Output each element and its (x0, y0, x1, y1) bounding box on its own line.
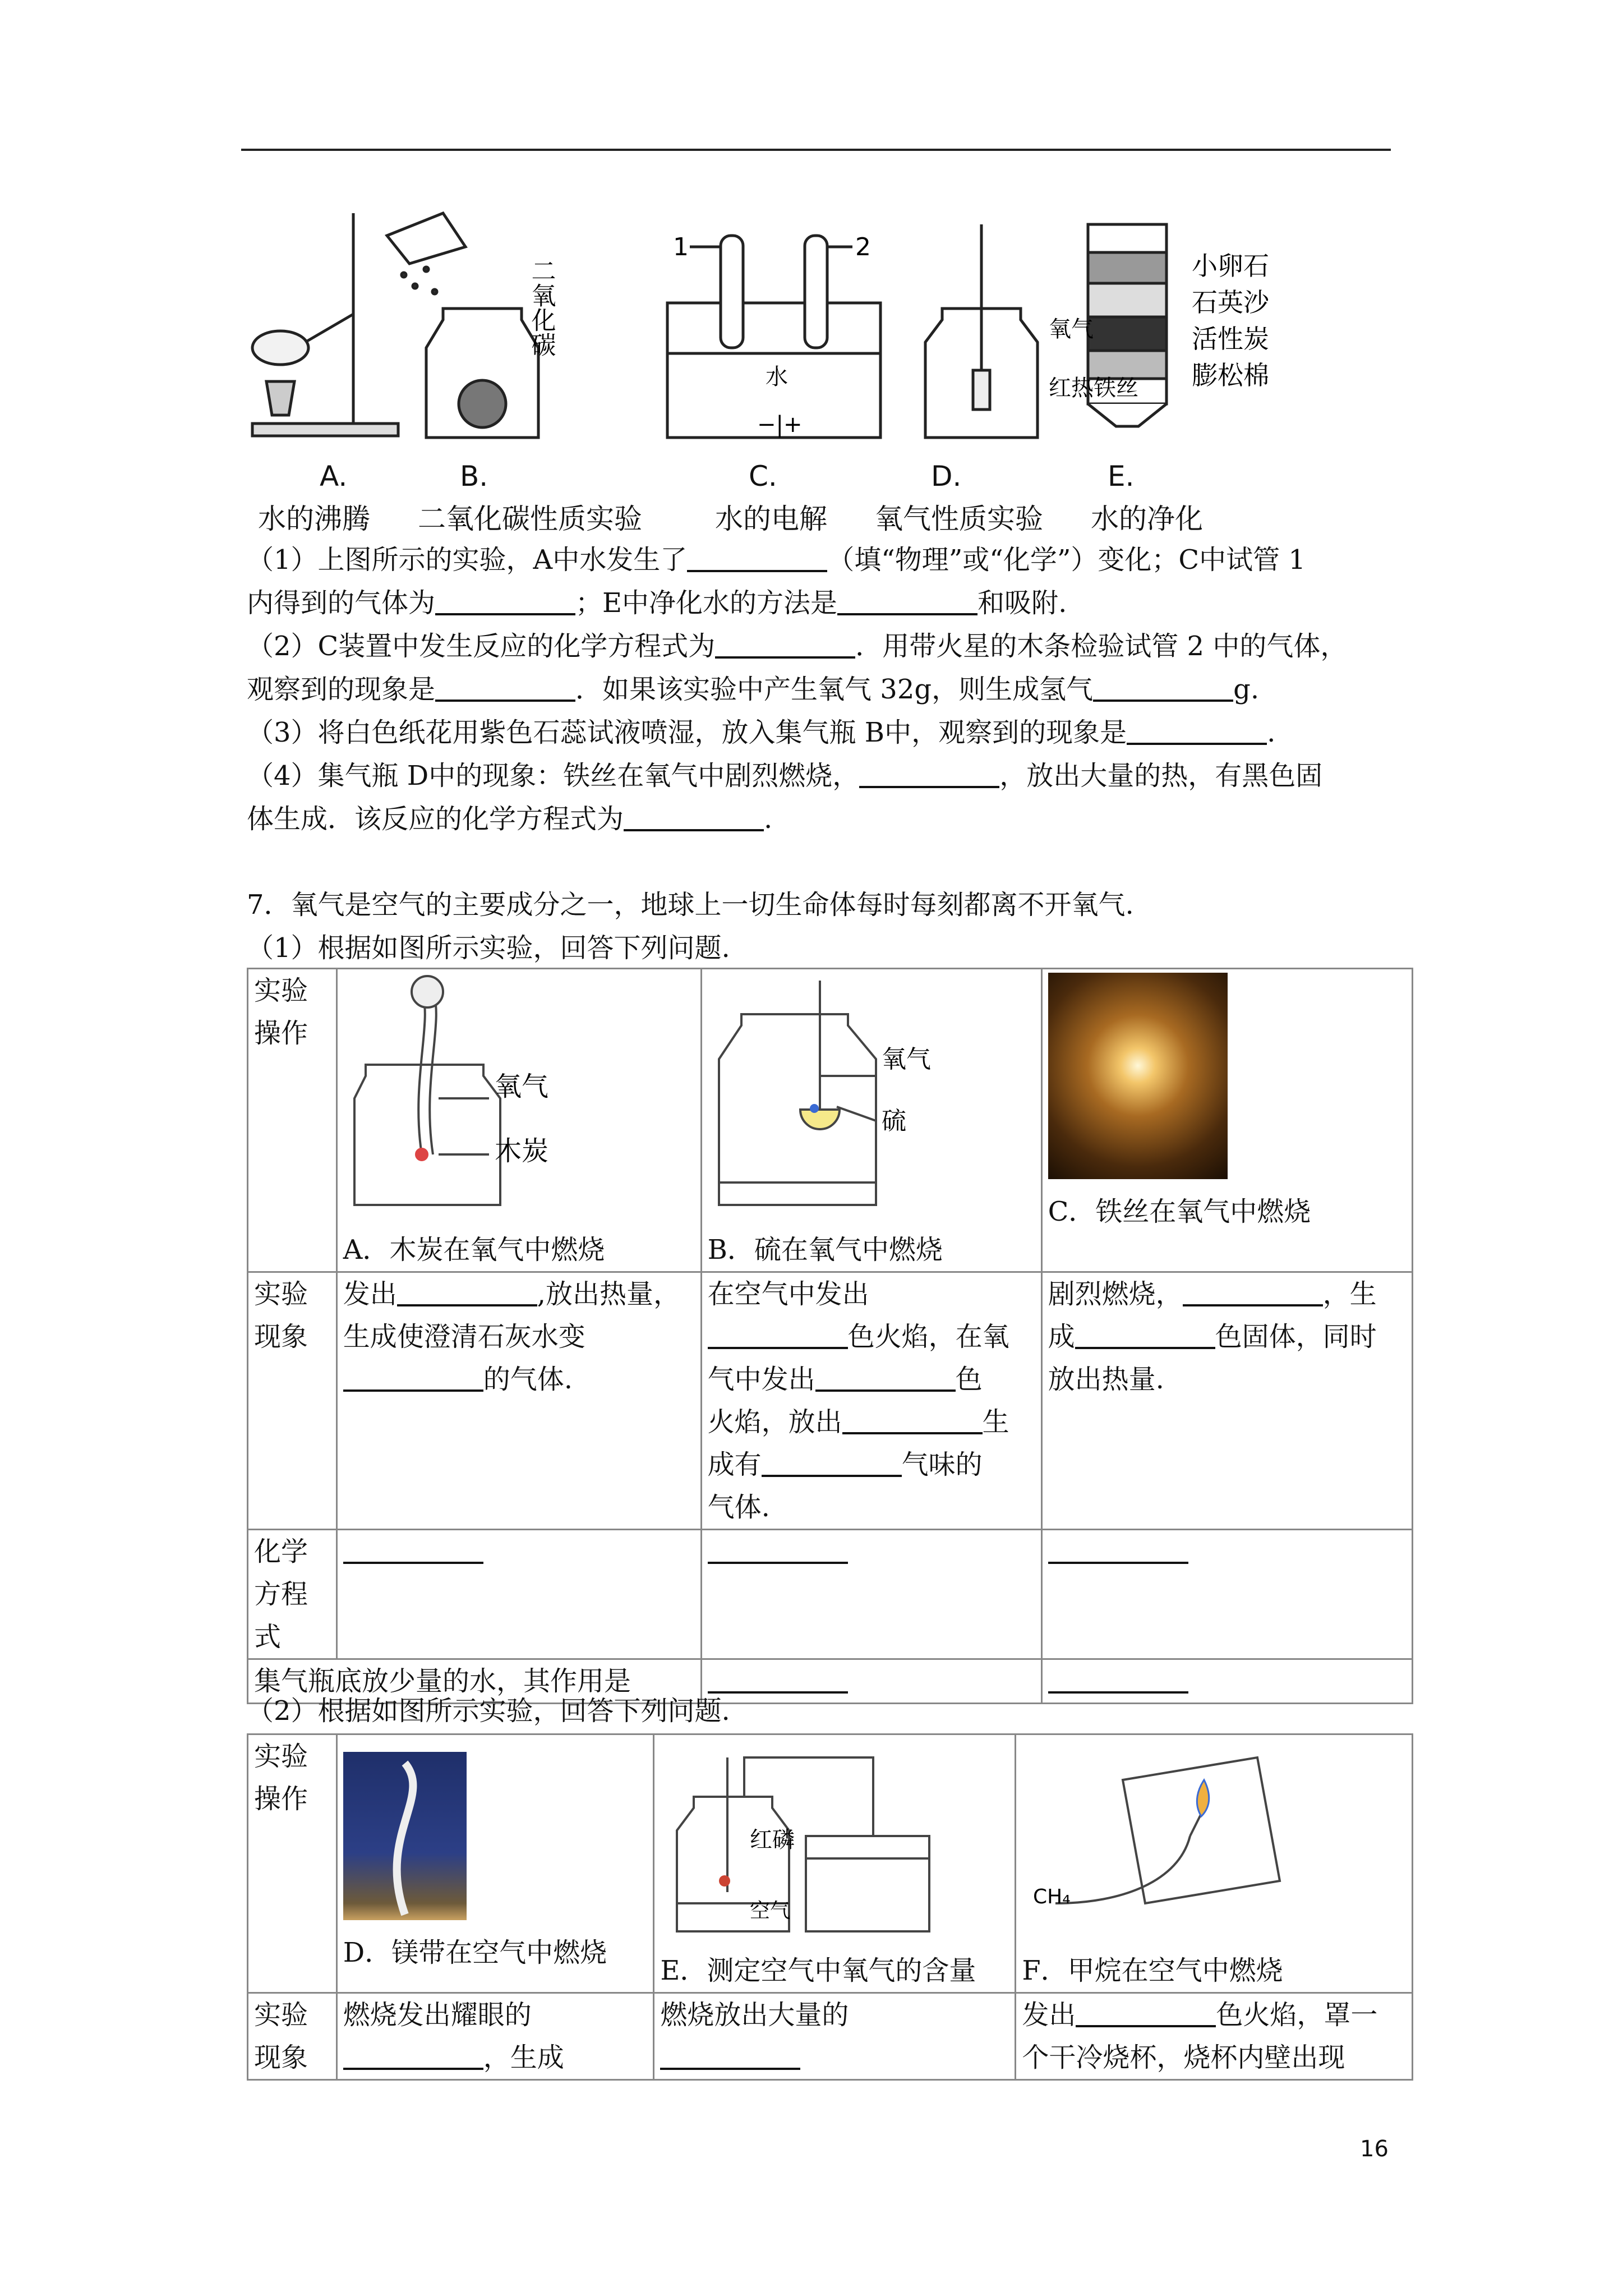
fig-caption-d: 氧气性质实验 (875, 503, 1043, 535)
answer-blank[interactable] (435, 675, 575, 702)
table-row (248, 1530, 1413, 1659)
cell-b-eq (701, 1530, 1041, 1659)
fig-caption-b: 二氧化碳性质实验 (418, 503, 642, 535)
row-head-op2: 实验操作 (248, 1734, 337, 1993)
caption-d: D．镁带在空气中燃烧 (343, 1937, 607, 1968)
cell-c-op (1041, 969, 1412, 1272)
fig-letter-d: D. (931, 460, 962, 493)
q7-sub1: （1）根据如图所示实验，回答下列问题. (247, 932, 730, 964)
magnesium-burning-photo (343, 1752, 467, 1920)
cell-f-phen: 发出 色火焰，罩一 个干冷烧杯，烧杯内壁出现 (1016, 1993, 1413, 2080)
fig-letter-b: B. (460, 460, 488, 493)
top-figure (241, 202, 1408, 516)
label-b-oxygen: 氧气 (881, 1045, 931, 1074)
q6-line-2: 内得到的气体为 ；E中净化水的方法是 和吸附. (247, 587, 1067, 619)
table-row (248, 969, 1413, 1272)
answer-blank[interactable] (1183, 1280, 1323, 1306)
answer-blank[interactable] (837, 588, 978, 615)
cell-a-op (336, 969, 701, 1272)
cell-b-phen: 在空气中发出 色火焰，在氧 气中发出 色 火焰，放出 生 成有 气味的 气体. (701, 1272, 1041, 1530)
header-rule (241, 149, 1391, 151)
fig-letter-c: C. (749, 460, 777, 493)
cell-a-phen: 发出 ,放出热量， 生成使澄清石灰水变 的气体. (336, 1272, 701, 1530)
label-oxygen: 氧气 (1049, 316, 1094, 342)
answer-blank[interactable] (343, 2043, 483, 2070)
answer-blank[interactable] (1075, 1322, 1215, 1349)
fig-caption-e: 水的净化 (1091, 503, 1203, 535)
caption-a: A．木炭在氧气中燃烧 (343, 1234, 605, 1266)
answer-blank[interactable] (842, 1407, 983, 1434)
answer-blank[interactable] (660, 2043, 800, 2070)
q6-line-5: （3）将白色纸花用紫色石蕊试液喷湿，放入集气瓶 B中，观察到的现象是 . (247, 717, 1276, 748)
q7-sub2: （2）根据如图所示实验，回答下列问题. (247, 1695, 730, 1727)
q7-table-1 (247, 968, 1413, 1704)
fig-caption-c: 水的电解 (715, 503, 827, 535)
table-row (248, 1272, 1413, 1530)
apparatus-drawing (241, 202, 1408, 460)
label-f-ch4: CH₄ (1033, 1885, 1071, 1908)
phosphorus-apparatus-drawing (660, 1735, 1008, 1937)
answer-blank[interactable] (708, 1322, 848, 1349)
label-tube2: 2 (855, 233, 871, 261)
answer-blank[interactable] (1076, 2000, 1216, 2027)
answer-blank[interactable] (762, 1450, 902, 1477)
iron-burning-photo (1048, 973, 1228, 1179)
row-head-water: 集气瓶底放少量的水，其作用是 (248, 1659, 702, 1704)
label-a-oxygen: 氧气 (494, 1071, 548, 1102)
answer-blank[interactable] (687, 545, 827, 572)
label-water: 水 (766, 364, 788, 390)
answer-blank[interactable] (343, 1365, 483, 1392)
label-b-sulfur: 硫 (881, 1107, 906, 1135)
label-cotton: 膨松棉 (1192, 360, 1269, 390)
q7-title: 7．氧气是空气的主要成分之一，地球上一切生命体每时每刻都离不开氧气. (247, 889, 1134, 921)
q6-line-6: （4）集气瓶 D中的现象：铁丝在氧气中剧烈燃烧， ，放出大量的热，有黑色固 (247, 760, 1323, 792)
q6-line-3: （2）C装置中发生反应的化学方程式为 ．用带火星的木条检验试管 2 中的气体， (247, 631, 1348, 662)
row-head-phen: 实验现象 (248, 1272, 337, 1530)
fig-letter-a: A. (320, 460, 348, 493)
fig-letter-e: E. (1108, 460, 1135, 493)
answer-blank[interactable] (1048, 1537, 1188, 1564)
caption-b: B．硫在氧气中燃烧 (707, 1234, 943, 1266)
question-6 (247, 539, 1402, 841)
label-a-carbon: 木炭 (494, 1135, 548, 1167)
label-battery: −|+ (757, 412, 803, 438)
q6-line-1: （1）上图所示的实验，A中水发生了 （填“物理”或“化学”）变化；C中试管 1 (247, 544, 1306, 576)
page-number: 16 (1360, 2136, 1389, 2162)
label-tube1: 1 (673, 233, 689, 261)
q7-sub2-block (247, 1690, 1402, 1733)
answer-blank[interactable] (715, 632, 855, 659)
fig-caption-a: 水的沸腾 (258, 503, 370, 535)
answer-blank[interactable] (435, 588, 575, 615)
answer-blank[interactable] (343, 1537, 483, 1564)
cell-f-op (1016, 1734, 1413, 1993)
label-co2: 二氧化碳 (527, 258, 556, 357)
magnesium-flame (343, 1752, 467, 1920)
cell-c-eq (1041, 1530, 1412, 1659)
row-head-op: 实验操作 (248, 969, 337, 1272)
row-head-phen2: 实验现象 (248, 1993, 337, 2080)
cell-e-phen: 燃烧放出大量的 (654, 1993, 1016, 2080)
cell-d-op (336, 1734, 654, 1993)
answer-blank[interactable] (1093, 675, 1233, 702)
answer-blank[interactable] (859, 761, 999, 788)
cell-c-phen: 剧烈燃烧， ，生 成 色固体，同时 放出热量. (1041, 1272, 1412, 1530)
label-e-phos: 红磷 (750, 1827, 795, 1853)
label-iron: 红热铁丝 (1049, 375, 1138, 401)
table-row (248, 1734, 1413, 1993)
q6-line-4: 观察到的现象是 ．如果该实验中产生氧气 32g，则生成氢气 g. (247, 674, 1260, 705)
question-7-title (247, 884, 1402, 970)
label-sand: 石英沙 (1192, 287, 1269, 318)
cell-e-op (654, 1734, 1016, 1993)
caption-f: F．甲烷在空气中燃烧 (1022, 1955, 1283, 1986)
answer-blank[interactable] (624, 804, 764, 831)
sulfur-jar-drawing (708, 969, 1033, 1216)
answer-blank[interactable] (708, 1537, 848, 1564)
methane-burning-drawing (1022, 1735, 1392, 1937)
answer-blank[interactable] (397, 1280, 537, 1306)
label-pebble: 小卵石 (1192, 251, 1269, 281)
q6-line-7: 体生成．该反应的化学方程式为 . (247, 803, 773, 835)
caption-e: E．测定空气中氧气的含量 (660, 1955, 976, 1986)
answer-blank[interactable] (1127, 718, 1267, 745)
label-e-air: 空气 (750, 1899, 791, 1922)
cell-d-phen: 燃烧发出耀眼的 ，生成 (336, 1993, 654, 2080)
label-carbon: 活性炭 (1192, 324, 1269, 354)
cell-a-eq (336, 1530, 701, 1659)
charcoal-jar-drawing (343, 969, 691, 1216)
table-row (248, 1993, 1413, 2080)
cell-b-op (701, 969, 1041, 1272)
q7-table-2 (247, 1733, 1413, 2081)
answer-blank[interactable] (815, 1365, 956, 1392)
caption-c: C．铁丝在氧气中燃烧 (1048, 1196, 1311, 1227)
row-head-eq: 化学方程式 (248, 1530, 337, 1659)
